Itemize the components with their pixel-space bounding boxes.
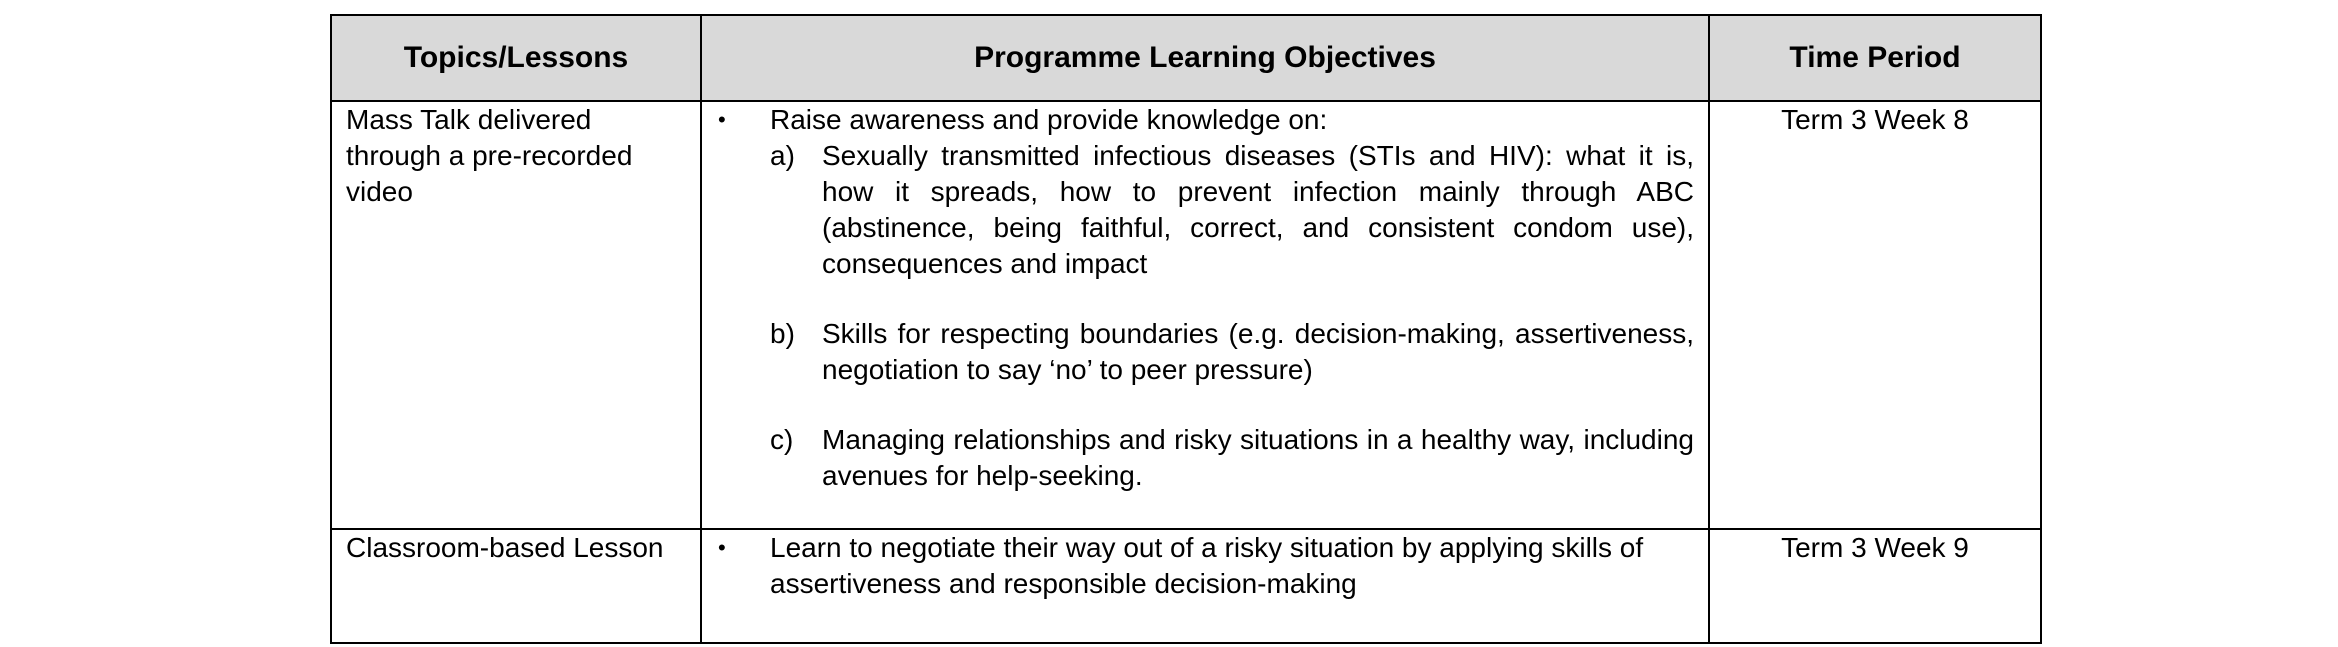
sub-item-label: b) [770,318,795,349]
topic-cell: Classroom-based Lesson [331,529,701,643]
sub-item-text: Sexually transmitted infectious diseases (STIs and HIV): what it is, how it spreads, how to prevent infection mainly through ABC (abstinence, being faithful, correct, and consistent condom use), consequences and impact [822,140,1694,279]
objective-sub-item-a [770,138,1694,282]
objective-bullet-item [718,530,1694,602]
objectives-cell [701,529,1709,643]
header-time-period: Time Period [1709,15,2041,101]
objective-bullet-item [718,102,1694,494]
topic-cell: Mass Talk delivered through a pre-recorded video [331,101,701,529]
objective-text: Learn to negotiate their way out of a risky situation by applying skills of assertiveness and responsible decision-making [770,532,1644,599]
objective-body [770,102,1694,494]
header-row [331,15,2041,101]
time-period-cell: Term 3 Week 8 [1709,101,2041,529]
table-row [331,529,2041,643]
sub-item-text: Skills for respecting boundaries (e.g. decision-making, assertiveness, negotiation to say ‘no’ to peer pressure) [822,318,1694,385]
objective-intro: Raise awareness and provide knowledge on: [770,104,1328,135]
objective-sub-item-c [770,422,1694,494]
learning-plan-table [330,14,2042,644]
header-topics: Topics/Lessons [331,15,701,101]
bullet-icon: • [718,107,726,132]
time-period-cell: Term 3 Week 9 [1709,529,2041,643]
table-row [331,101,2041,529]
bullet-icon: • [718,535,726,560]
objective-sub-item-b [770,316,1694,388]
spacer [770,388,1694,422]
header-objectives: Programme Learning Objectives [701,15,1709,101]
sub-item-text: Managing relationships and risky situations in a healthy way, including avenues for help-seeking. [822,424,1694,491]
spacer [770,282,1694,316]
objectives-cell [701,101,1709,529]
sub-item-label: c) [770,424,794,455]
sub-item-label: a) [770,140,795,171]
